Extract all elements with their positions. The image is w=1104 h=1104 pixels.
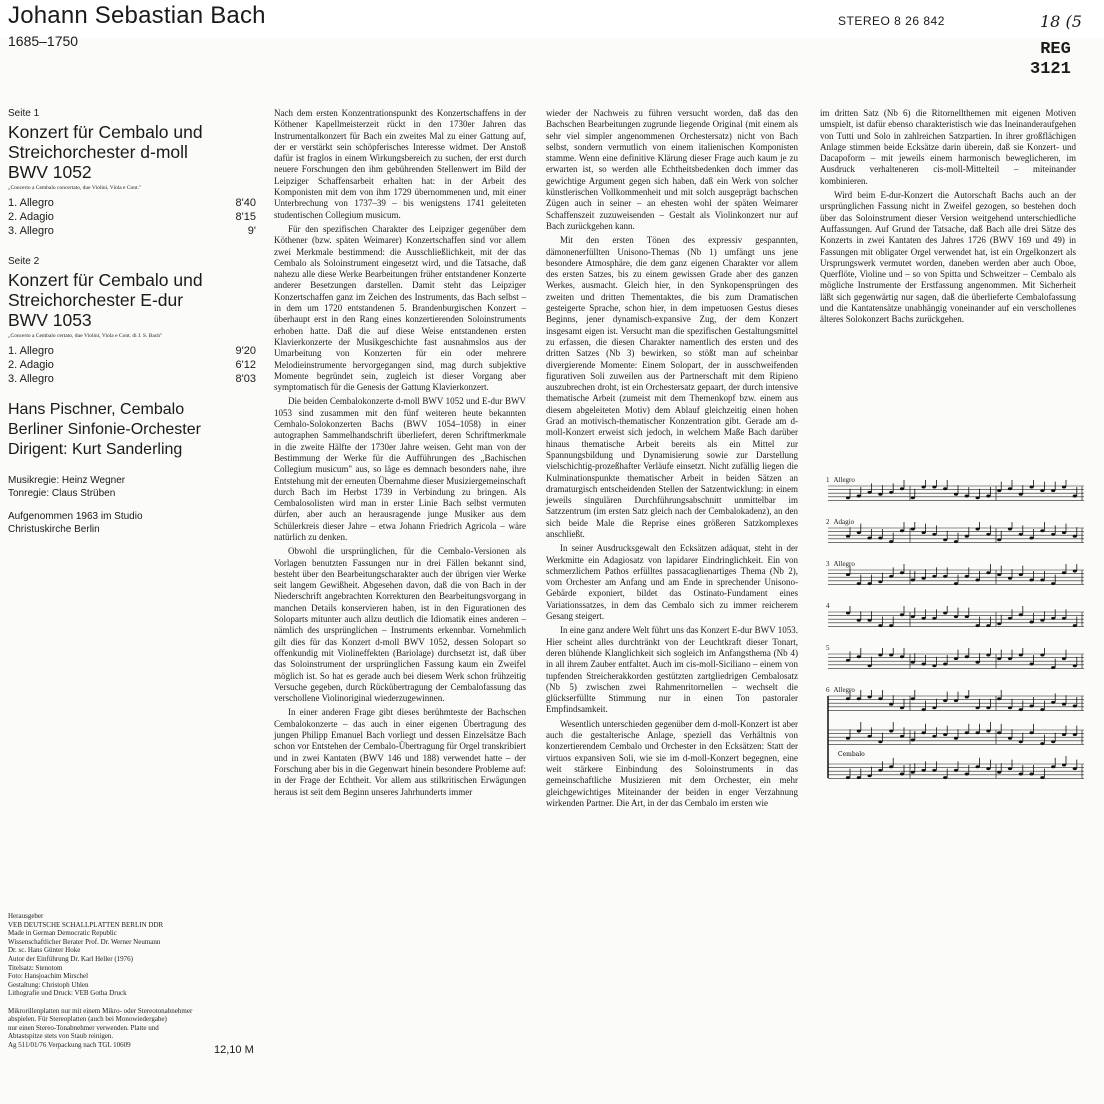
note-head [1051,489,1055,492]
note-head [932,664,936,667]
paragraph: Mit den ersten Tönen des expressiv gespannten, dämonenerfüllten Unisono-Themas (Nb 1) umfängt uns jene besondere Atmosphäre, die dem ganz eigenen Charakter vor allem des ersten Satzes, bis zu einem gewissen Grade aber des ganzen Werkes, ausmacht. Gleich hier, in den Synkopensprüngen des zweiten und dritten Thementaktes, die bis zum Dramatischen gesteigerte Sprache, schon hier, in dem impetuosen Gestus dieses Beginns, jener dynamisch-expansive Zug, der dem Konzert insgesamt eigen ist. Versucht man die spezifischen Gestaltungsmittel zu erfassen, die diesen Charakter namentlich des ersten und des dritten Satzes (Nb 3) bewirken, so stößt man auf scheinbar divergierende Momente: Einem Solopart, der in ausschweifenden figurativen Soli zuweilen aus der Partnerschaft mit dem Ripieno auszubrechen droht, ist ein Orchestersatz gepaart, der durch intensive thematische Arbeit (zumeist mit dem Themenkopf bzw. einem aus diesem abgeleiteten Motiv) dem Ablauf gleichzeitig einen hohen Grad an motivisch-thematischer Konzentration gibt. Gerade am d-moll-Konzert erweist sich jedoch, in welchem Maße Bach darüber hinaus thematische Arbeit bereits als ein Mittel zur Spannungsbildung und Dynamisierung sowie zur Darstellung vielschichtig-prozeßhafter Verläufe einsetzt. Nicht zufällig liegen die Kulminationspunkte thematischer Arbeit in beiden Sätzen an dramaturgisch entscheidenden Stellen der Satzentwicklung: in einem jeweils singulären Durchführungsabschnitt unmittelbar im Satzzentrum (im ersten Satz gleich nach der Cembalokadenz), an den sich beide Male die Reprise eines größeren Satzkomplexes anschließt. [546,235,798,539]
movement-row [8,372,256,386]
note-head [932,706,936,709]
note-head [889,703,893,706]
colophon-line: VEB DEUTSCHE SCHALLPLATTEN BERLIN DDR [8,920,164,929]
note-head [846,573,850,576]
music-example-label [826,560,855,568]
note-head [1030,731,1034,734]
note-head [900,613,904,616]
note-head [922,663,926,666]
note-head [900,571,904,574]
note-head [1030,579,1034,582]
note-head [857,582,861,585]
staff-notation [826,564,1088,594]
staff-notation [826,648,1088,678]
music-example-label [826,476,855,484]
music-example-label [826,644,834,652]
note-head [965,495,969,498]
note-head [976,731,980,734]
note-head [932,486,936,489]
movement-time: 9' [247,225,256,237]
note-head [922,769,926,772]
note-head [911,579,915,582]
note-head [997,489,1001,492]
note-head [846,737,850,740]
movement-name: 2. Adagio [8,211,54,223]
note-head [997,731,1001,734]
note-head [1040,776,1044,779]
note-head [1019,708,1023,711]
note-head [954,769,958,772]
note-head [954,493,958,496]
note-head [1019,493,1023,496]
composer-name: Johann Sebastian Bach [8,2,266,29]
note-head [1051,582,1055,585]
note-head [1008,577,1012,580]
note-head [922,486,926,489]
colophon-line: Lithografie und Druck: VEB Gotha Druck [8,989,127,998]
note-head [954,582,958,585]
note-head [1051,617,1055,620]
note-head [1073,733,1077,736]
note-head [868,774,872,777]
paragraph: Die beiden Cembalokonzerte d-moll BWV 1052 und E-dur BWV 1053 sind zusammen mit den fünf weiteren heute bekannten Cembalo-Solokonzerten Bachs (BWV 1054–1058) in einer autographen Sammelhandschrift überliefert, deren Schriftmerkmale in die zweite Hälfte der 1730er Jahre weisen. Geht man von der Bestimmung der Werke für die Aufführungen des „Bachischen Collegium musicum" aus, so läge es demnach besonders nahe, ihre Entstehung mit der erneuten Übernahme dieser Musiziergemeinschaft durch Bach im Herbst 1739 in Verbindung zu bringen. Als Cembalosolisten wird man in erster Linie Bach selbst vermuten dürfen, aber auch an herausragende junge Musiker aus dem Schülerkreis dieser Jahre – etwa Johann Friedrich Agricola – wäre natürlich zu denken. [274,396,526,542]
production-credits [8,474,256,536]
colophon [8,912,258,1050]
stamp-line-1: REG [1040,40,1071,59]
note-head [1008,617,1012,620]
sound-engineer-credit: Tonregie: Claus Strüben [8,488,116,499]
note-head [943,487,947,490]
note-head [846,535,850,538]
movement-name: 3. Allegro [8,373,54,385]
note-head [1073,535,1077,538]
note-head [943,538,947,541]
movement-time: 8'15 [235,211,256,223]
note-head [932,575,936,578]
note-head [1073,705,1077,708]
note-head [965,696,969,699]
side-1-title-line-2: Streichorchester d-moll [8,142,188,162]
note-head [1030,621,1034,624]
side-1-subtitle: „Concerto a Cembalo concertato, due Violini, Viola e Cont." [8,185,142,191]
colophon-line: abspielen. Für Stereoplatten (auch bei Monowiedergabe) [8,1015,167,1024]
soloist: Hans Pischner, Cembalo [8,401,185,418]
colophon-line: Foto: Hansjoachim Mirschel [8,972,89,981]
staff-notation [826,522,1088,552]
note-head [997,573,1001,576]
note-head [943,663,947,666]
note-head [1040,579,1044,582]
note-head [868,537,872,540]
note-head [846,612,850,615]
note-head [932,769,936,772]
side-1-title [8,122,256,182]
note-head [965,575,969,578]
note-head [1051,765,1055,768]
note-head [1030,486,1034,489]
paragraph: Nach dem ersten Konzentrationspunkt des Konzertschaffens in der Köthener Kapellmeisterzeit rückt in den 1730er Jahren das Instrumentalkonzert für Bach ein zweites Mal zu einer Gattung auf, der er verstärkt sein schöpferisches Interesse widmet. Der Anstoß dafür ist fraglos in einem Wirkungsbereich zu suchen, der erst durch neuere Forschungen den ihm gebührenden Stellenwert im Bild der Leipziger Schaffensarbeit erhalten hat: in der Arbeit des Komponisten mit dem von ihm 1729 übernommenen und, mit einer Unterbrechung von 1737–39 – bis wenigstens 1741 geleiteten studentischen Collegium musicum. [274,108,526,220]
note-head [954,615,958,618]
note-head [986,767,990,770]
composer-dates: 1685–1750 [8,33,79,49]
essay-column-3 [820,108,1076,329]
note-head [1040,529,1044,532]
note-head [1062,531,1066,534]
side-1-title-line-3: BWV 1052 [8,162,92,182]
note-head [857,619,861,622]
movement-row [8,196,256,210]
side-2-title-line-1: Konzert für Cembalo und [8,270,203,290]
colophon-line: Gestaltung: Christoph Uhlen [8,980,89,989]
note-head [857,495,861,498]
note-head [1040,619,1044,622]
music-example [826,476,1088,516]
example-number: 5 [826,644,830,652]
note-head [943,699,947,702]
side-1-title-line-1: Konzert für Cembalo und [8,122,203,142]
colophon-line: Abtastspitze stets von Staub reinigen. [8,1032,114,1041]
note-head [976,706,980,709]
note-head [846,697,850,700]
colophon-line: Wissenschaftlicher Berater Prof. Dr. Werner Neumann [8,937,161,946]
colophon-line: Made in German Democratic Republic [8,929,117,938]
colophon-line: Dr. sc. Hans Günter Hoke [8,946,81,955]
note-head [965,655,969,658]
note-head [986,495,990,498]
paragraph: In einer anderen Frage gibt dieses berühmteste der Bachschen Cembalokonzerte – das auch in einer eigenen Übertragung des jungen Philipp Emanuel Bach vorliegt und dessen Einzelsätze Bach schon vor Entstehen der Cembalo-Übertragung für Orgel transkribiert und in zwei Kantaten (BWV 146 und 188) verwendet hatte – der Forschung aber bis in die Gegenwart hinein besondere Probleme auf: in der Frage der Echtheit. Vor allem aus stilkritischen Erwägungen heraus ist seit dem Beginn unseres Jahrhunderts immer [274,707,526,797]
note-head [900,773,904,776]
note-head [1019,573,1023,576]
note-head [1030,773,1034,776]
music-example [826,686,1088,800]
side-2-title-line-2: Streichorchester E-dur [8,290,184,310]
movement-row [8,358,256,372]
staff-notation [826,480,1088,510]
note-head [1008,706,1012,709]
note-head [889,540,893,543]
note-head [976,624,980,627]
music-examples [826,474,1088,800]
note-head [889,654,893,657]
note-head [976,661,980,664]
note-head [1062,486,1066,489]
note-head [1051,701,1055,704]
note-head [1040,708,1044,711]
orchestra: Berliner Sinfonie-Orchester [8,421,201,438]
note-head [932,735,936,738]
note-head [1019,773,1023,776]
example-tempo: Allegro [833,476,855,484]
note-head [911,528,915,531]
note-head [1062,733,1066,736]
note-head [1030,705,1034,708]
music-example-label [826,518,854,526]
note-head [868,696,872,699]
movement-time: 9'20 [235,345,256,357]
note-head [1030,663,1034,666]
note-head [1040,489,1044,492]
essay-column-2 [546,108,798,812]
part-label: Cembalo [838,751,865,758]
movement-time: 8'40 [235,197,256,209]
note-head [1008,737,1012,740]
note-head [1008,767,1012,770]
note-head [986,533,990,536]
colophon-line: Herausgeber [8,912,44,920]
note-head [900,655,904,658]
note-head [976,579,980,582]
note-head [922,577,926,580]
note-head [846,659,850,662]
note-head [976,528,980,531]
side-2-title [8,270,256,330]
note-head [965,731,969,734]
recording-info-line-1: Aufgenommen 1963 im Studio [8,511,143,522]
handwritten-note: 18 (5 [1040,12,1082,31]
note-head [922,617,926,620]
music-example-label [826,686,855,694]
note-head [868,582,872,585]
conductor: Dirigent: Kurt Sanderling [8,441,183,458]
side-2-title-line-3: BWV 1053 [8,310,92,330]
movement-time: 6'12 [235,359,256,371]
staff-notation [826,690,1088,794]
note-head [965,773,969,776]
colophon-line: Autor der Einführung Dr. Karl Heller (1976) [8,954,133,963]
music-director-credit: Musikregie: Heinz Wegner [8,475,126,486]
note-head [986,730,990,733]
note-head [878,624,882,627]
note-head [911,661,915,664]
note-head [1073,624,1077,627]
note-head [943,733,947,736]
note-head [1073,767,1077,770]
note-head [857,730,861,733]
note-head [954,699,958,702]
note-head [878,769,882,772]
note-head [878,537,882,540]
paragraph: im dritten Satz (Nb 6) die Ritornellthemen mit eigenen Motiven umspielt, ist dafür ebenso charakteristisch wie das Ineinanderaufgehen von Tutti und Solo in zahlreichen Satzpartien. In ihrer großflächigen Anlage stimmen beide Ecksätze darin überein, daß sie Konzert- und Dacapoform – mit jeweils einem harmonisch beweglicheren, im Ausdruck verhalteneren cis-moll-Mittelteil – miteinander kombinieren. [820,108,1076,186]
note-head [1019,533,1023,536]
note-head [911,496,915,499]
music-example-label [826,602,834,610]
note-head [878,697,882,700]
note-head [889,575,893,578]
note-head [857,776,861,779]
note-head [889,624,893,627]
example-number: 4 [826,602,830,610]
note-head [965,535,969,538]
note-head [857,531,861,534]
example-number: 3 [826,560,830,568]
note-head [1040,654,1044,657]
music-example [826,602,1088,642]
note-head [1008,528,1012,531]
paragraph: Für den spezifischen Charakter des Leipziger gegenüber dem Köthener (bzw. späten Weimarer) Konzertschaffen sind vor allem zwei Merkmale bestimmend: die Ausschließlichkeit, mit der das Cembalo als Soloinstrument eingesetzt wird, und die Tatsache, daß nahezu alle diese Werke Bearbeitungen früher entstandener Konzerte anderer Besetzungen darstellen. Damit steht das Leipziger Konzertschaffen ganz im Zeichen des Instruments, das Bach selbst – in dem um 1720 entstandenen 5. Brandenburgischen Konzert – überhaupt erst in den Rang eines konzertierenden Soloinstruments erhoben hatte. Daß die auf diese Weise entstandenen ersten Klavierkonzerte der Musikgeschichte fast ausnahmslos aus der Umarbeitung von Konzerten für ein oder mehrere Melodieinstrumente hervorgegangen sind, mag durch subjektive Momente begründet sein, zugleich ist dieser Vorgang aber symptomatisch für die Genesis der Gattung Klavierkonzert. [274,223,526,393]
note-head [911,615,915,618]
note-head [857,697,861,700]
movement-name: 3. Allegro [8,225,54,237]
movement-time: 8'03 [235,373,256,385]
example-number: 2 [826,518,830,526]
catalog-number: STEREO 8 26 842 [838,14,945,28]
note-head [986,624,990,627]
note-head [878,740,882,743]
note-head [1008,657,1012,660]
colophon-line: Mikrorillenplatten nur mit einem Mikro- oder Stereotonabnehmer [8,1006,193,1015]
paragraph: wieder der Nachweis zu führen versucht worden, daß das den Bachschen Bearbeitungen zugrunde liegende Original (mit einem als sehr viel simpler angenommenen Orchestersatz) nicht von Bach selbst, sondern vermutlich von einem italienischen Komponisten stamme. Wenn eine definitive Klärung dieser Frage auch kaum je zu erwarten ist, so werden alle Echtheitsbedenken doch immer das gewichtige Argument gegen sich haben, daß ein Werk von solcher künstlerischen Vollkommenheit und mit solch ausgeprägt bachschen Zügen auch in seiner – an ehesten wohl der späten Weimarer Schaffenszeit zuzuweisenden – Gestalt als Violinkonzert nur auf Bach zurückgehen kann. [546,108,798,231]
note-head [986,706,990,709]
paragraph: In seiner Ausdrucksgewalt den Ecksätzen adäquat, steht in der Werkmitte ein Adagiosatz von lapidarer Eindringlichkeit. Ein von schmerzlichem Pathos erfülltes passacaglienartiges Thema (Nb 2), vom Orchester am Anfang und am Ende in sprechender Unisono-Gebärde exponiert, bildet das Ostinato-Fundament eines Variationssatzes, in dem das Cembalo sich zu immer reicherem Gesang steigert. [546,543,798,622]
note-head [878,493,882,496]
note-head [976,496,980,499]
example-tempo: Allegro [833,560,855,568]
note-head [943,776,947,779]
note-head [954,737,958,740]
note-head [997,657,1001,660]
note-head [954,657,958,660]
stamp-line-2: 3121 [1030,60,1071,79]
performers [8,400,256,460]
note-head [932,533,936,536]
staff-notation [826,606,1088,636]
note-head [943,575,947,578]
side-2-label: Seite 2 [8,256,40,267]
note-head [900,735,904,738]
essay-column-1 [274,108,526,801]
note-head [1073,495,1077,498]
note-head [1062,703,1066,706]
note-head [1073,570,1077,573]
side-2-subtitle: „Concerto a Cembalo certato, due Violini, Viola e Cont. di J. S. Bach" [8,333,163,339]
note-head [900,529,904,532]
note-head [1008,487,1012,490]
paragraph: Wird beim E-dur-Konzert die Autorschaft Bachs auch an der ursprünglichen Fassung nicht in Zweifel gezogen, so bestehen doch über das Soloinstrument dieser Version weitgehend unterschiedliche Auffassungen. Auf Grund der Tatsache, daß Bach alle drei Sätze des Konzerts in zwei Kantaten des Jahres 1726 (BWV 169 und 49) in Fassungen mit obligater Orgel verwendet hat, ist ein Orgelkonzert als Ursprungswerk vermutet worden, daneben werden aber auch Oboe, Querflöte, Violine und – so von Spitta und Schweitzer – Cembalo als mögliche Instrumente der Erstfassung angenommen. Mit Sicherheit läßt sich gegenwärtig nur sagen, daß die überlieferte Cembalofassung und die Kantatensätze unabhängig voneinander auf ein verschollenes älteres Solokonzert Bachs zurückgehen. [820,190,1076,325]
example-number: 1 [826,476,830,484]
movement-row [8,224,256,238]
colophon-line: Titelsatz: Stenotom [8,963,63,972]
note-head [976,765,980,768]
note-head [986,571,990,574]
example-number: 6 [826,686,830,694]
note-head [922,731,926,734]
note-head [997,697,1001,700]
note-head [1062,764,1066,767]
paragraph: Obwohl die ursprünglichen, für die Cembalo-Versionen als Vorlagen benutzten Fassungen nur in drei Fällen bekannt sind, besteht über den Bearbeitungscharakter auch der übrigen vier Werke seit langem Gewißheit. Abgesehen davon, daß die von Bach in der Niederschrift angebrachten Korrekturen den Bearbeitungsvorgang in manchen Details konservieren haben, ist in den Figurationen des Soloparts mitunter auch allzu deutlich die Idiomatik eines anderen – nämlich des ursprünglichen – Instruments erkennbar. Vornehmlich gilt dies für das Konzert d-moll BWV 1052, dessen Solopart so offenkundig mit Violineffekten (Bariolage) durchsetzt ist, daß über das Soloinstrument der ursprünglichen Fassung kaum ein Zweifel möglich ist. So hat es gerade auch bei diesem Werk schon frühzeitig Versuche gegeben, durch Rückübertragung der Cembalofassung das verschollene Violinoriginal wiederzugewinnen. [274,546,526,704]
movement-name: 2. Adagio [8,359,54,371]
note-head [911,771,915,774]
note-head [868,664,872,667]
note-head [1040,742,1044,745]
note-head [889,491,893,494]
note-head [1019,613,1023,616]
colophon-line [8,998,258,1007]
note-head [1062,657,1066,660]
note-head [911,697,915,700]
note-head [986,654,990,657]
note-head [878,580,882,583]
note-head [965,615,969,618]
note-head [1062,617,1066,620]
note-head [1051,740,1055,743]
paragraph: In eine ganz andere Welt führt uns das Konzert E-dur BWV 1053. Hier scheint alles durchtränkt von der Leuchtkraft dieser Tonart, deren blühende Klanglichkeit sich sogleich im Anfangsthema (Nb 4) in all ihrem Zauber entfaltet. Auch im cis-moll-Siciliano – einem von tupfenden Streicherakkorden gestützten zartgliedrigen Cembalosatz (Nb 5) zwischen zwei Rahmenritornellen – wechselt die glückserfüllte Stimmung nur in einen Ton pastoraler Empfindsamkeit. [546,625,798,715]
note-head [868,619,872,622]
note-head [868,491,872,494]
note-head [997,622,1001,625]
movement-row [8,210,256,224]
note-head [878,654,882,657]
recording-info-line-2: Christuskirche Berlin [8,524,100,535]
note-head [954,540,958,543]
example-tempo: Allegro [833,686,855,694]
note-head [1062,571,1066,574]
note-head [1030,537,1034,540]
registration-stamp [1030,40,1071,80]
note-head [1019,654,1023,657]
tracklist-column [8,108,256,536]
note-head [1051,666,1055,669]
note-head [932,617,936,620]
note-head [846,496,850,499]
note-head [922,708,926,711]
note-head [997,771,1001,774]
note-head [846,776,850,779]
music-example [826,644,1088,684]
note-head [1019,740,1023,743]
note-head [889,730,893,733]
movement-row [8,344,256,358]
note-head [1073,664,1077,667]
music-example [826,518,1088,558]
movement-name: 1. Allegro [8,345,54,357]
note-head [911,739,915,742]
music-example [826,560,1088,600]
colophon-line: nur einen Stereo-Tonabnehmer verwenden. Platte und [8,1023,159,1032]
example-tempo: Adagio [833,518,855,526]
note-head [922,531,926,534]
paragraph: Wesentlich unterschieden gegenüber dem d-moll-Konzert ist aber auch die gestalterische Anlage, speziell das Verhältnis von konzertierendem Cembalo und Orchester in den Ecksätzen: Statt der virtuos expansiven Soli, wie sie im d-moll-Konzert begegnen, eine weit stärkere Einbindung des Soloinstruments in das gemeinschaftliche Musizieren mit dem Orchester, ein mehr gleichgewichtiges Miteinander der beiden in enger Verzahnung wirkenden Partner. Die Art, in der das Cembalo im ersten wie [546,718,798,808]
colophon-line: Ag 511/01/76 Verpackung nach TGL 10609 [8,1040,131,1049]
note-head [857,655,861,658]
price: 12,10 M [214,1044,254,1056]
movement-name: 1. Allegro [8,197,54,209]
note-head [868,735,872,738]
note-head [943,612,947,615]
side-1-label: Seite 1 [8,108,40,119]
note-head [900,706,904,709]
note-head [1051,533,1055,536]
note-head [900,487,904,490]
note-head [997,538,1001,541]
note-head [889,765,893,768]
